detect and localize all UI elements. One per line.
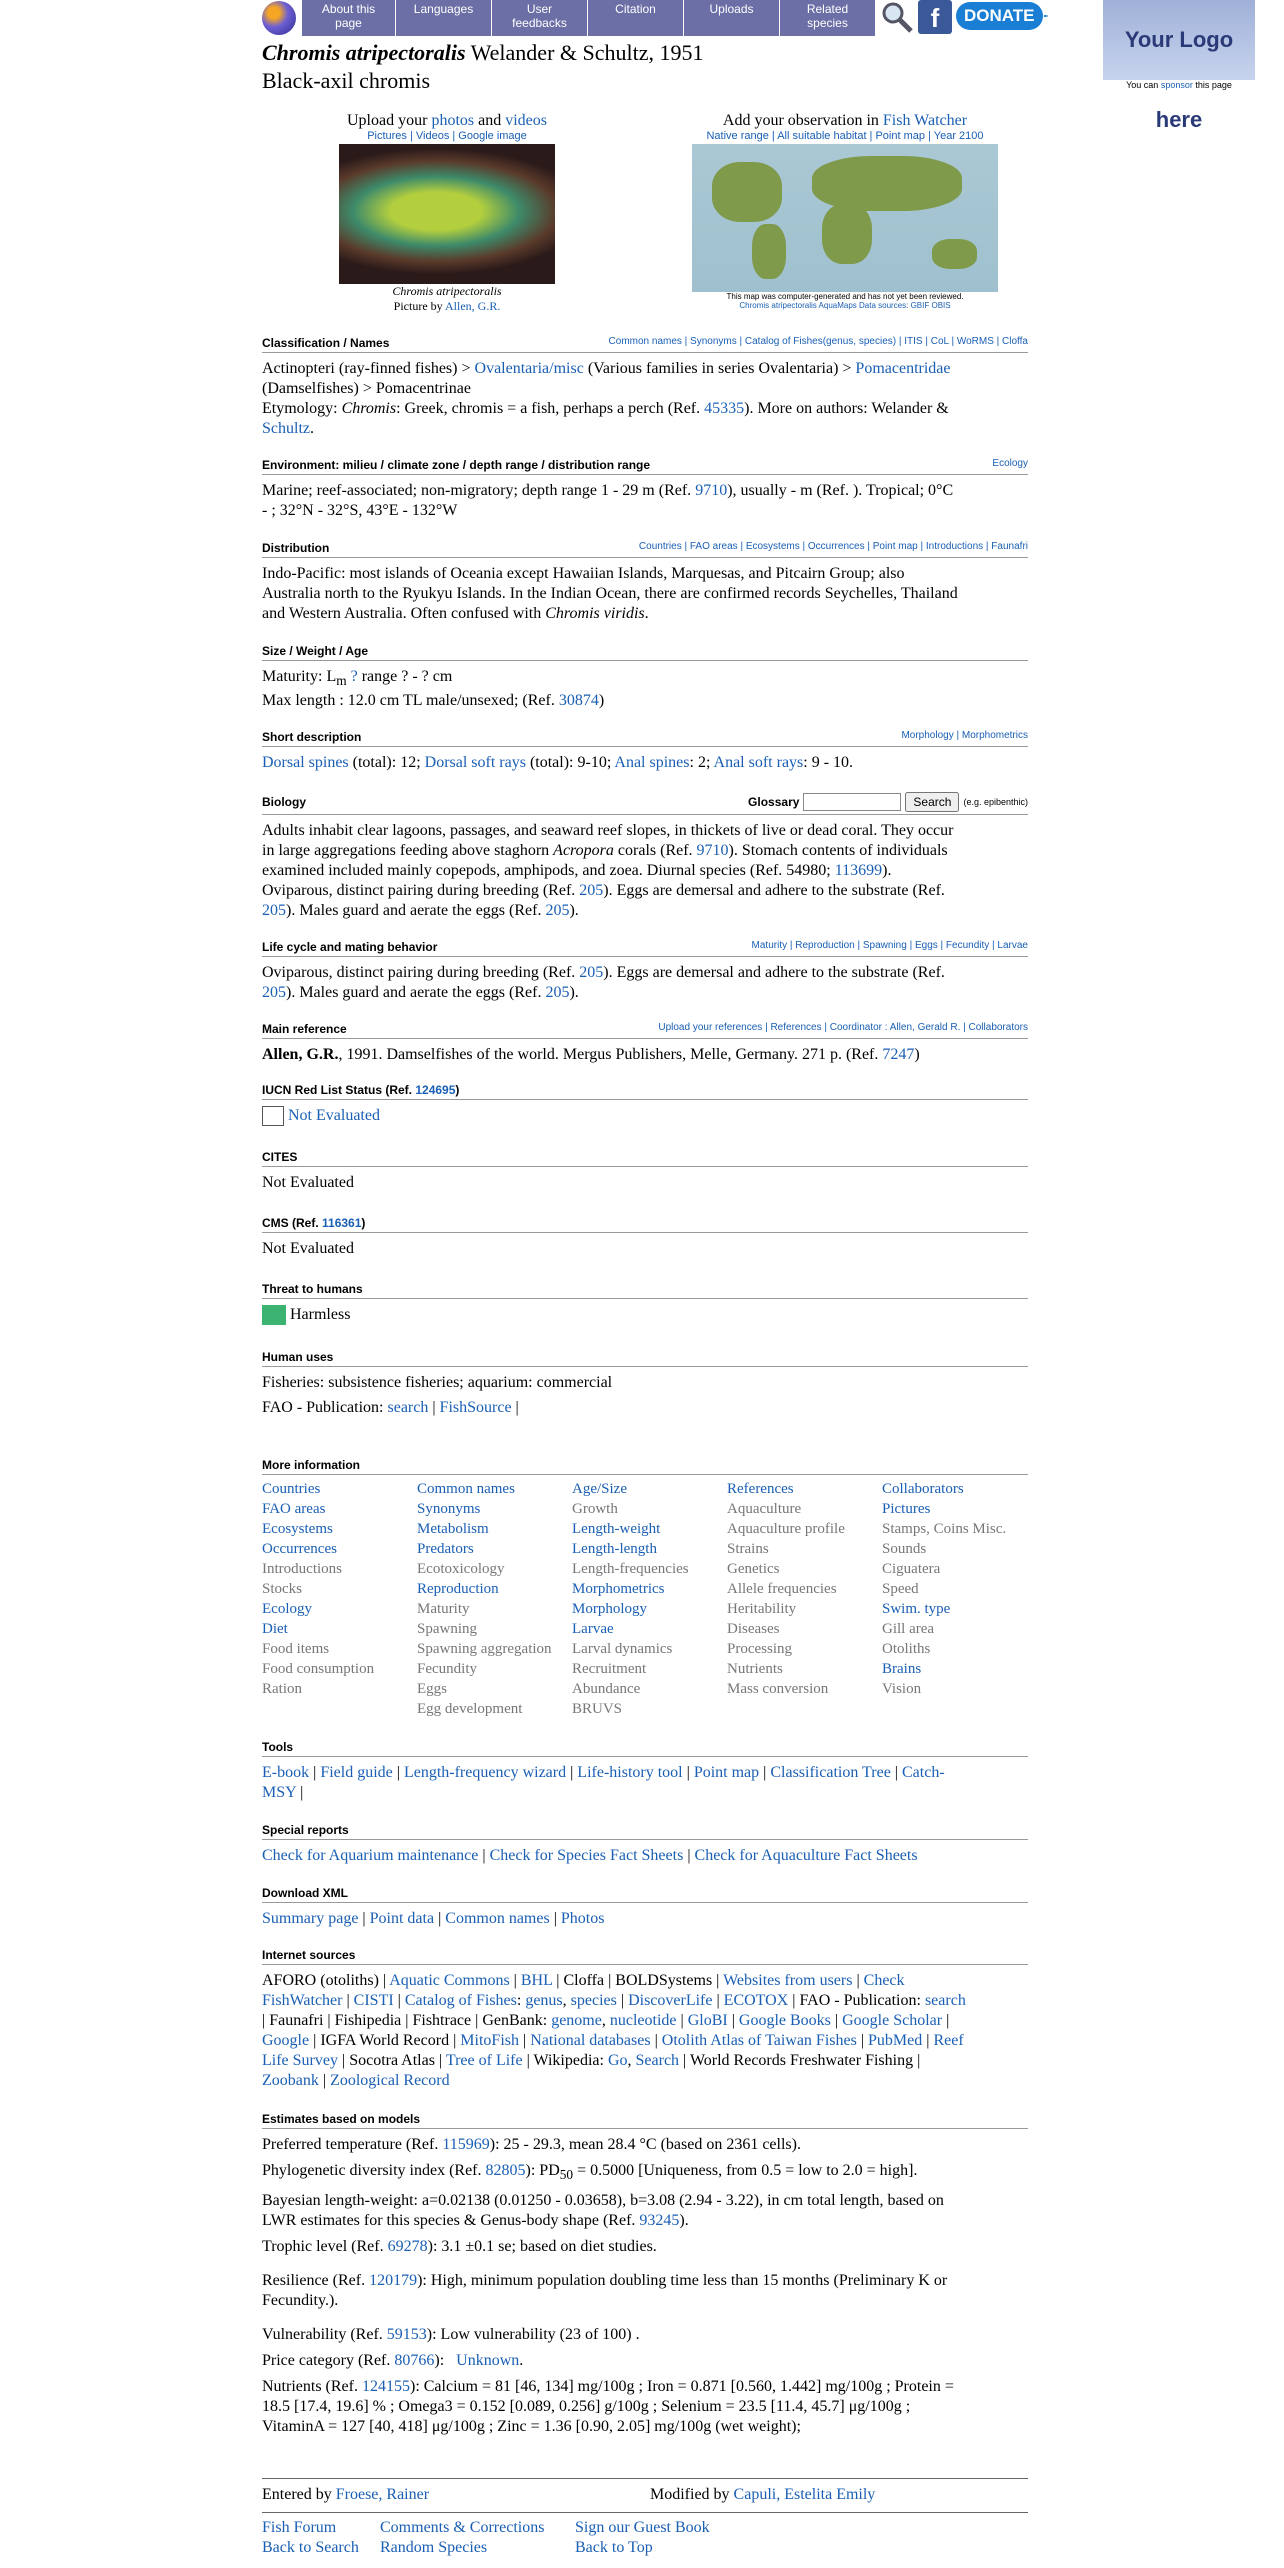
random-species-link[interactable]: Random Species — [380, 2539, 488, 2556]
dorsal-soft-rays-link[interactable]: Dorsal soft rays — [424, 754, 526, 771]
more-info-item[interactable]: Pictures — [882, 1501, 931, 1517]
tool-link[interactable]: Classification Tree — [770, 1764, 891, 1781]
ref-link[interactable]: 205 — [579, 882, 604, 899]
more-info-item: BRUVS — [572, 1701, 623, 1717]
special-report-link[interactable]: Check for Aquarium maintenance — [262, 1847, 479, 1864]
more-info-item[interactable]: Length-length — [572, 1541, 657, 1557]
tool-link[interactable]: E-book — [262, 1764, 310, 1781]
more-info-item: Ciguatera — [882, 1561, 941, 1577]
price-category-link[interactable]: Unknown — [456, 2352, 520, 2370]
more-info-item[interactable]: Collaborators — [882, 1481, 964, 1497]
more-info-item: Spawning — [417, 1621, 477, 1637]
tool-link[interactable]: Length-frequency wizard — [403, 1764, 567, 1781]
separator: | — [300, 1784, 304, 1801]
more-info-item: Vision — [882, 1681, 922, 1697]
anal-soft-rays-link[interactable]: Anal soft rays — [713, 754, 804, 771]
tab-related-species[interactable]: Related species — [780, 0, 876, 36]
ecology-link[interactable]: Ecology — [992, 458, 1028, 469]
more-info-item[interactable]: References — [727, 1481, 794, 1497]
ref-link[interactable]: 9710 — [696, 842, 729, 859]
more-info-item: Heritability — [727, 1601, 797, 1617]
more-info-item[interactable]: Brains — [882, 1661, 922, 1677]
more-info-item[interactable]: Synonyms — [417, 1501, 481, 1517]
more-info-item[interactable]: Metabolism — [417, 1521, 489, 1537]
search-icon[interactable] — [880, 0, 914, 34]
tab-uploads[interactable]: Uploads — [684, 0, 780, 36]
internet-source-text: | Socotra Atlas | — [337, 2052, 446, 2069]
order-link[interactable]: Ovalentaria/misc — [474, 360, 584, 377]
internet-source-link[interactable]: genome — [551, 2012, 602, 2029]
internet-source-text: | — [378, 1972, 390, 1989]
media-sublinks[interactable]: Pictures | Videos | Google image — [367, 130, 527, 142]
internet-source-text: , — [562, 1992, 571, 2009]
internet-source-text: | — [342, 1992, 354, 2009]
lifecycle-links[interactable]: Maturity | Reproduction | Spawning | Eggs | Fecundity | Larvae — [751, 940, 1028, 951]
internet-source-text: | — [727, 2012, 739, 2029]
section-internet-sources: Internet sources AFORO (otoliths) | Aquatic Commons | BHL | Cloffa | BOLDSystems | Websites from users | Check FishWatcher | CISTI | Catalog of Fishes: genus, species | DiscoverLife | ECOTOX | FAO - Publication: search | Faunafri | Fishipedia | Fishtrace | GenBank: genome, nucleotide | GloBI | Google Books | Google Scholar | Google | IGFA World Record | MitoFish | National databases | Otolith Atlas of Taiwan Fishes | PubMed | Reef Life Survey | Socotra Atlas | Tree of Life | Wikipedia: Go, Search | World Records Freshwater Fishing | Zoobank | Zoological Record — [262, 1948, 1027, 2091]
section-estimates: Estimates based on models Preferred temperature (Ref. 115969): 25 - 29.3, mean 28.4 °C (based on 2361 cells). Phylogenetic diversity index (Ref. 82805): $PD_{50} = 0.5000$ [Uniqueness, from 0.5 = low to 2.0 = high]. Bayesian length-weight: a=0.02138 (0.01250 - 0.03658), b=3.08 (2.94 - 3.22), in cm total length, based on LWR estimates for this species & Genus-body shape (Ref. 93245). Trophic level (Ref. 69278): 3.1 ±0.1 se; based on diet studies. Resilience (Ref. 120179): High, minimum population doubling time less than 15 months (Preliminary K or Fecundity.). Vulnerability (Ref. 59153): Low vulnerability (23 of 100) . Price category (Ref. 80766): Unknown. Nutrients (Ref. 124155): Calcium = 81 [46, 134] mg/100g ; Iron = 0.871 [0.560, 1.442] mg/100g ; Protein = 18.5 [17.4, 19.6] % ; Omega3 = 0.152 [0.089, 0.256] g/100g ; Selenium = 23.5 [11.4, 45.7] μg/100g ; VitaminA = 127 [40, 418] μg/100g ; Zinc = 1.36 [0.90, 2.05] mg/100g (wet weight); — [262, 2112, 1027, 2437]
ref-link[interactable]: 45335 — [704, 400, 745, 417]
internet-source-text: | — [616, 1992, 629, 2009]
more-info-item: Diseases — [727, 1621, 780, 1637]
more-info-column — [262, 1479, 417, 1719]
more-info-item: Otoliths — [882, 1641, 931, 1657]
scientific-name: Chromis atripectoralis — [262, 40, 466, 65]
more-info-item[interactable]: Predators — [417, 1541, 474, 1557]
more-info-item: Larval dynamics — [572, 1641, 673, 1657]
more-info-item[interactable]: FAO areas — [262, 1501, 326, 1517]
ref-link[interactable]: 124695 — [415, 1083, 456, 1097]
fish-forum-link[interactable]: Fish Forum — [262, 2519, 337, 2536]
photo-credit-link[interactable]: Allen, G.R. — [445, 299, 501, 313]
internet-source-link[interactable]: Aquatic Commons — [389, 1972, 510, 1989]
section-special-reports: Special reports Check for Aquarium maintenance | Check for Species Fact Sheets | Check for Aquaculture Fact Sheets — [262, 1823, 1027, 1866]
special-report-link[interactable]: Check for Species Fact Sheets — [489, 1847, 684, 1864]
sponsor-logo[interactable]: Your Logo here — [1103, 0, 1255, 80]
internet-source-text: | — [518, 2032, 531, 2049]
internet-source-text: | — [509, 1972, 521, 1989]
more-info-item: Strains — [727, 1541, 769, 1557]
more-info-column — [882, 1479, 1037, 1719]
more-info-column — [572, 1479, 727, 1719]
ref-link[interactable]: 115969 — [442, 2136, 490, 2153]
ref-link[interactable]: 205 — [262, 984, 286, 1001]
more-info-item[interactable]: Morphometrics — [572, 1581, 665, 1597]
internet-source-text: | — [852, 1972, 864, 1989]
more-info-item: Food items — [262, 1641, 330, 1657]
internet-source-text: | — [676, 2012, 688, 2029]
internet-source-link[interactable]: genus — [525, 1992, 563, 2009]
media-right: Add your observation in Fish Watcher Native range | All suitable habitat | Point map | Year 2100 This map was computer-generated and has not yet been reviewed. Chromis atripectoralis AquaMaps Data sources: GBIF OBIS — [660, 112, 1030, 310]
internet-source-link[interactable]: Check — [863, 1972, 905, 1989]
section-environment: Environment: milieu / climate zone / depth range / distribution range Ecology Marine; reef-associated; non-migratory; depth range 1 - 29 m (Ref. 9710), usually - m (Ref. ). Tropical; 0°C - ; 32°N - 32°S, 43°E - 132°W — [262, 458, 1028, 519]
more-info-item: Ecotoxicology — [417, 1561, 505, 1577]
upload-photos-link[interactable]: photos — [431, 112, 475, 129]
more-info-item: Speed — [882, 1581, 919, 1597]
internet-source-link[interactable]: Catalog of Fishes — [404, 1992, 517, 2009]
more-info-item[interactable]: Larvae — [572, 1621, 614, 1637]
iucn-status-link[interactable]: Not Evaluated — [288, 1107, 380, 1124]
more-info-item[interactable]: Age/Size — [572, 1481, 627, 1497]
entered-by-link[interactable]: Froese, Rainer — [335, 2486, 430, 2503]
section-tools: Tools E-book | Field guide | Length-frequency wizard | Life-history tool | Point map | Classification Tree | Catch- MSY | — [262, 1740, 1027, 1803]
guest-book-link[interactable]: Sign our Guest Book — [575, 2519, 710, 2536]
internet-source-text: , — [601, 2012, 610, 2029]
family-link[interactable]: Pomacentridae — [855, 360, 951, 377]
more-info-item: Aquaculture profile — [727, 1521, 845, 1537]
fao-search-link[interactable]: search — [387, 1399, 429, 1416]
internet-source-link[interactable]: MitoFish — [460, 2032, 519, 2049]
maturity-help-link[interactable]: ? — [350, 668, 358, 685]
internet-source-link[interactable]: ECOTOX — [723, 1992, 789, 2009]
internet-source-link[interactable]: Otolith Atlas of Taiwan Fishes — [661, 2032, 857, 2049]
classification-links[interactable]: Common names | Synonyms | Catalog of Fishes(genus, species) | ITIS | CoL | WoRMS | Cloffa — [608, 336, 1028, 347]
tab-about[interactable]: About this page — [302, 0, 396, 36]
section-distribution: Distribution Countries | FAO areas | Ecosystems | Occurrences | Point map | Introductions | Faunafri Indo-Pacific: most islands of Oceania except Hawaiian Islands, Marquesas, and Pitcairn Group; also Australia north to the Ryukyu Islands. In the Indian Ocean, there are confirmed records Seychelles, Thailand and Western Australia. Often confused with Chromis viridis. — [262, 541, 1028, 622]
ref-link[interactable]: 69278 — [387, 2238, 428, 2256]
more-info-item: Fecundity — [417, 1661, 477, 1677]
internet-source-link[interactable]: Search — [635, 2052, 680, 2069]
internet-source-text: AFORO (otoliths) — [262, 1972, 379, 1989]
harmless-indicator — [262, 1305, 286, 1325]
internet-source-link[interactable]: Go — [607, 2052, 628, 2069]
internet-source-text: | — [942, 2012, 950, 2029]
photo-credit: Picture by Allen, G.R. — [393, 299, 501, 313]
more-info-item[interactable]: Swim. type — [882, 1601, 951, 1617]
section-cms: CMS (Ref. 116361) Not Evaluated — [262, 1216, 1027, 1259]
internet-source-link[interactable]: Tree of Life — [445, 2052, 523, 2069]
internet-source-text: | IGFA World Record | — [309, 2032, 461, 2049]
section-classification: Classification / Names Common names | Synonyms | Catalog of Fishes(genus, species) | ITIS | CoL | WoRMS | Cloffa Actinopteri (ray-finned fishes) > Ovalentaria/misc (Various families in series Ovalentaria) > Pomacentridae (Damselfishes) > Pomacentrinae Etymology: Chromis: Greek, chromis = a fish, perhaps a perch (Ref. 45335). More on authors: Welander & Schultz. — [262, 336, 1028, 437]
internet-source-text: | — [830, 2012, 843, 2029]
internet-source-link[interactable]: DiscoverLife — [628, 1992, 713, 2009]
sponsor-note: You can sponsor this page — [1126, 80, 1232, 90]
more-info-item: Gill area — [882, 1621, 935, 1637]
internet-source-text: | FAO - Publication: — [788, 1992, 925, 2009]
download-link[interactable]: Photos — [560, 1910, 605, 1927]
ref-link[interactable]: 205 — [262, 902, 286, 919]
download-link[interactable]: Point data — [369, 1910, 435, 1927]
internet-source-text: , — [627, 2052, 636, 2069]
morphology-links[interactable]: Morphology | Morphometrics — [901, 730, 1028, 741]
more-info-item[interactable]: Countries — [262, 1481, 321, 1497]
ref-link[interactable]: 124155 — [361, 2378, 410, 2396]
internet-source-text: | — [650, 2032, 662, 2049]
section-cites: CITES Not Evaluated — [262, 1150, 1027, 1193]
internet-source-text: | Faunafri | Fishipedia | Fishtrace | GenBank: — [262, 2012, 552, 2029]
fish-watcher-link[interactable]: Fish Watcher — [882, 112, 968, 129]
internet-source-link[interactable]: Zoobank — [262, 2072, 319, 2089]
section-biology: Biology Glossary Search (e.g. epibenthic) Adults inhabit clear lagoons, passages, and seaward reef slopes, in thickets of live or dead coral. They occur in large aggregations feeding above staghorn Acropora corals (Ref. 9710). Stomach contents of individuals examined included mainly copepods, amphipods, and zoea. Diurnal species (Ref. 54980; 113699). Oviparous, distinct pairing during breeding (Ref. 205). Eggs are demersal and adhere to the substrate (Ref. 205). Males guard and aerate the eggs (Ref. 205). — [262, 792, 1027, 921]
tool-link[interactable]: Field guide — [320, 1764, 393, 1781]
more-info-item: Nutrients — [727, 1661, 783, 1677]
more-info-item: Egg development — [417, 1701, 523, 1717]
media-left: Upload your photos and videos Pictures | Videos | Google image Chromis atripectoralis Picture by Allen, G.R. — [262, 112, 632, 314]
more-info-item: Eggs — [417, 1681, 447, 1697]
section-main-reference: Main reference Upload your references | References | Coordinator : Allen, Gerald R. | Collaborators Allen, G.R., 1991. Damselfishes of the world. Mergus Publishers, Melle, Germany. 271 p. (Ref. 7247) — [262, 1022, 1028, 1063]
internet-source-link[interactable]: Websites from users — [723, 1972, 853, 1989]
internet-source-text: | — [393, 1992, 405, 2009]
ref-link[interactable]: 116361 — [322, 1216, 362, 1230]
more-info-item: Stocks — [262, 1581, 303, 1597]
donate-button[interactable] — [956, 0, 1048, 32]
back-to-search-link[interactable]: Back to Search — [262, 2539, 359, 2556]
facebook-icon[interactable]: f — [918, 0, 952, 34]
upload-videos-link[interactable]: videos — [505, 112, 547, 129]
tools-links: E-book | Field guide | Length-frequency wizard | Life-history tool | Point map | Classification Tree | Catch- MSY | — [262, 1764, 945, 1801]
back-to-top-link[interactable]: Back to Top — [575, 2539, 653, 2556]
more-info-item[interactable]: Ecology — [262, 1601, 312, 1617]
more-info-item: Recruitment — [572, 1661, 647, 1677]
dorsal-spines-link[interactable]: Dorsal spines — [262, 754, 349, 771]
tab-languages[interactable]: Languages — [396, 0, 492, 36]
common-name: Black-axil chromis — [262, 68, 431, 93]
top-nav — [262, 0, 1048, 36]
internet-source-link[interactable]: search — [924, 1992, 966, 2009]
more-info-item[interactable]: Ecosystems — [262, 1521, 333, 1537]
more-info-item[interactable]: Morphology — [572, 1601, 647, 1617]
section-short-description: Short description Morphology | Morphometrics Dorsal spines (total): 12; Dorsal soft rays (total): 9-10; Anal spines: 2; Anal soft rays: 9 - 10. — [262, 730, 1028, 771]
comments-corrections-link[interactable]: Comments & Corrections — [380, 2519, 545, 2536]
ref-link[interactable]: 120179 — [369, 2272, 418, 2290]
internet-source-link[interactable]: GloBI — [687, 2012, 728, 2029]
internet-source-link[interactable]: CISTI — [353, 1992, 394, 2009]
more-info-item: Mass conversion — [727, 1681, 829, 1697]
more-info-item[interactable]: Occurrences — [262, 1541, 337, 1557]
ref-link[interactable]: 30874 — [558, 692, 599, 710]
internet-source-text: | — [712, 1992, 724, 2009]
modified-by-link[interactable]: Capuli, Estelita Emily — [733, 2486, 876, 2503]
distribution-map[interactable] — [692, 144, 998, 292]
tool-link[interactable]: MSY — [262, 1784, 297, 1801]
internet-source-link[interactable]: Life Survey — [262, 2052, 338, 2069]
iucn-status-box — [262, 1106, 284, 1126]
sponsor-link[interactable]: sponsor — [1160, 80, 1193, 90]
internet-source-link[interactable]: Google Books — [738, 2012, 831, 2029]
internet-source-text: | World Records Freshwater Fishing | — [679, 2052, 921, 2069]
more-info-item[interactable]: Diet — [262, 1621, 288, 1637]
ref-link[interactable]: 9710 — [695, 482, 728, 499]
ref-link[interactable]: 205 — [545, 902, 570, 919]
more-info-grid — [262, 1479, 1027, 1719]
glossary-input[interactable] — [803, 793, 901, 811]
map-note: This map was computer-generated and has not yet been reviewed. — [726, 292, 964, 301]
more-info-item[interactable]: Common names — [417, 1481, 515, 1497]
internet-source-link[interactable]: National databases — [530, 2032, 651, 2049]
glossary-search: Glossary Search (e.g. epibenthic) — [748, 792, 1028, 812]
download-link[interactable]: Common names — [445, 1910, 550, 1927]
section-download-xml: Download XML Summary page | Point data | Common names | Photos — [262, 1886, 1027, 1929]
more-info-item: Spawning aggregation — [417, 1641, 552, 1657]
internet-source-link[interactable]: FishWatcher — [262, 1992, 343, 2009]
special-report-link[interactable]: Check for Aquaculture Fact Sheets — [694, 1847, 918, 1864]
internet-source-text: | Cloffa | BOLDSystems | — [552, 1972, 724, 1989]
download-links: Summary page | Point data | Common names | Photos — [262, 1910, 605, 1927]
ref-link[interactable]: 205 — [579, 964, 604, 981]
footer-links — [262, 2518, 1028, 2558]
fishbase-globe-icon[interactable] — [262, 1, 296, 35]
section-human-uses: Human uses Fisheries: subsistence fisheries; aquarium: commercial FAO - Publication: search | FishSource | — [262, 1350, 1027, 1423]
more-info-item: Stamps, Coins Misc. — [882, 1521, 1007, 1537]
more-info-item: Abundance — [572, 1681, 641, 1697]
more-info-item[interactable]: Reproduction — [417, 1581, 499, 1597]
map-sources[interactable]: Chromis atripectoralis AquaMaps Data sources: GBIF OBIS — [739, 301, 951, 310]
section-iucn: IUCN Red List Status (Ref. 124695) Not Evaluated — [262, 1083, 1027, 1126]
internet-source-text: | — [856, 2032, 869, 2049]
internet-source-text: | — [922, 2032, 934, 2049]
internet-source-links — [262, 1971, 1027, 2091]
entered-by: Entered by Froese, Rainer — [262, 2486, 430, 2503]
download-link[interactable]: Summary page — [262, 1910, 359, 1927]
section-threat: Threat to humans Harmless — [262, 1282, 1027, 1325]
page-title — [262, 40, 704, 66]
more-info-item[interactable]: Length-weight — [572, 1521, 661, 1537]
internet-source-link[interactable]: species — [570, 1992, 617, 2009]
ref-link[interactable]: 113699 — [834, 862, 883, 879]
distribution-links[interactable]: Countries | FAO areas | Ecosystems | Occurrences | Point map | Introductions | Faunafri — [638, 541, 1028, 552]
internet-source-link[interactable]: Zoological Record — [330, 2072, 450, 2089]
modified-by: Modified by Capuli, Estelita Emily — [650, 2486, 876, 2503]
more-info-item: Processing — [727, 1641, 792, 1657]
more-info-item: Growth — [572, 1501, 618, 1517]
donate-label: DONATE — [956, 2, 1043, 30]
ref-link[interactable]: 93245 — [639, 2212, 680, 2230]
internet-source-link[interactable]: BHL — [520, 1972, 553, 1989]
more-info-column — [727, 1479, 882, 1719]
more-info-item: Introductions — [262, 1561, 342, 1577]
tab-citation[interactable]: Citation — [588, 0, 684, 36]
photo-caption: Chromis atripectoralis — [392, 284, 502, 298]
anal-spines-link[interactable]: Anal spines — [614, 754, 690, 771]
map-sublinks[interactable]: Native range | All suitable habitat | Point map | Year 2100 — [706, 130, 984, 142]
ref-link[interactable]: 7247 — [882, 1046, 915, 1063]
more-info-item: Ration — [262, 1681, 302, 1697]
internet-source-link[interactable]: nucleotide — [609, 2012, 677, 2029]
fish-icon — [1043, 4, 1048, 28]
fishsource-link[interactable]: FishSource — [439, 1399, 512, 1416]
author-link[interactable]: Schultz — [262, 420, 310, 437]
internet-source-text: | — [318, 2072, 331, 2089]
glossary-search-button[interactable]: Search — [905, 792, 959, 812]
section-size: Size / Weight / Age Maturity: $L_m$ ? range ? - ? cm Max length : 12.0 cm TL male/unsexed; (Ref. 30874) — [262, 644, 1027, 711]
ref-link[interactable]: 82805 — [485, 2162, 526, 2179]
more-info-item: Sounds — [882, 1541, 927, 1557]
section-lifecycle: Life cycle and mating behavior Maturity | Reproduction | Spawning | Eggs | Fecundity | Larvae Oviparous, distinct pairing during breeding (Ref. 205). Eggs are demersal and adhere to the substrate (Ref. 205). Males guard and aerate the eggs (Ref. 205). — [262, 940, 1028, 1001]
more-info-item: Aquaculture — [727, 1501, 802, 1517]
internet-source-link[interactable]: PubMed — [868, 2032, 923, 2049]
internet-source-text: | Wikipedia: — [522, 2052, 608, 2069]
internet-source-link[interactable]: Reef — [933, 2032, 964, 2049]
more-info-item: Maturity — [417, 1601, 470, 1617]
special-report-links: Check for Aquarium maintenance | Check for Species Fact Sheets | Check for Aquaculture Fact Sheets — [262, 1847, 918, 1864]
tool-link[interactable]: Point map — [693, 1764, 760, 1781]
species-photo[interactable] — [339, 144, 555, 284]
ref-link[interactable]: 205 — [545, 984, 570, 1001]
footer-divider — [262, 2512, 1028, 2513]
internet-source-text: : — [516, 1992, 526, 2009]
internet-source-link[interactable]: Google Scholar — [842, 2012, 943, 2029]
more-info-item: Food consumption — [262, 1661, 375, 1677]
more-info-column — [417, 1479, 572, 1719]
tab-user-feedbacks[interactable]: User feedbacks — [492, 0, 588, 36]
tool-link[interactable]: Life-history tool — [577, 1764, 683, 1781]
tool-link[interactable]: Catch- — [902, 1764, 945, 1781]
internet-source-link[interactable]: Google — [262, 2032, 310, 2049]
ref-link[interactable]: 80766 — [394, 2352, 435, 2370]
ref-link[interactable]: 59153 — [386, 2326, 427, 2344]
more-info-item: Allele frequencies — [727, 1581, 837, 1597]
more-info-item: Length-frequencies — [572, 1561, 689, 1577]
reference-links[interactable]: Upload your references | References | Coordinator : Allen, Gerald R. | Collaborators — [658, 1022, 1028, 1033]
author-citation: Welander & Schultz, 1951 — [470, 40, 704, 65]
section-title: Classification / Names — [262, 336, 390, 350]
footer-divider — [262, 2478, 1028, 2479]
section-more-information: More information Countries FAO areas Ecosystems Occurrences Introductions Stocks Ecology Diet Food items Food consumption Ration Common names Synonyms Metabolism Predators Ecotoxicology Reproduction Maturity Spawning Spawning aggregation Fecundity Eggs Egg development Age/Size Growth Length-weight Length-length Length-frequencies Morphometrics Morphology Larvae Larval dynamics Recruitment Abundance BRUVS References Aquaculture Aquaculture profile Strains Genetics Allele frequencies Heritability Diseases Processing Nutrients Mass conversion Collaborators Pictures Stamps, Coins Misc. Sounds Ciguatera Speed Swim. type Gill area Otoliths Brains Vision — [262, 1458, 1027, 1719]
more-info-item: Genetics — [727, 1561, 780, 1577]
